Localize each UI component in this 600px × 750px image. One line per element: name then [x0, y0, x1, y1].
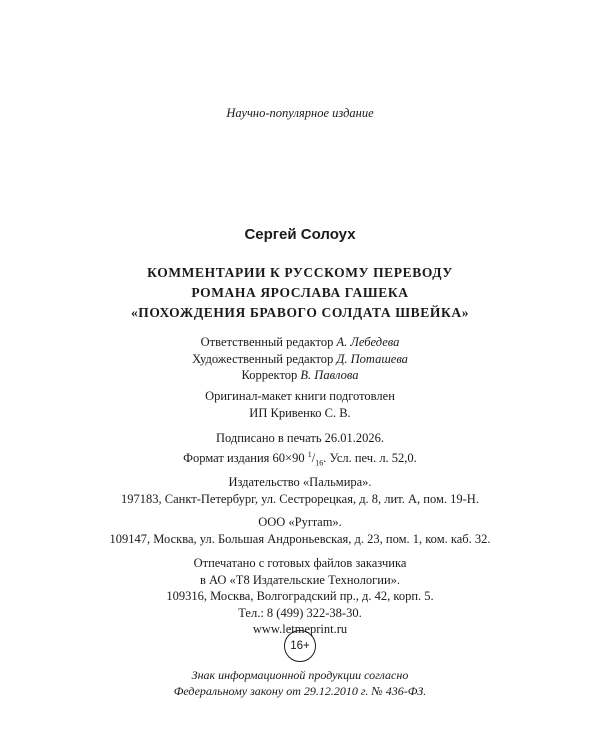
printer-line: 109316, Москва, Волгоградский пр., д. 42, корп. 5. [166, 589, 434, 603]
book-title [0, 263, 600, 323]
format-fraction-sep: / [311, 450, 316, 465]
publisher-block [0, 474, 600, 507]
title-line: РОМАНА ЯРОСЛАВА ГАШЕКА [191, 285, 409, 300]
editor-role: Ответственный редактор [200, 335, 334, 349]
layout-line: Оригинал-макет книги подготовлен [205, 389, 395, 403]
age-rating-wrap [0, 630, 600, 662]
print-signed-date: Подписано в печать 26.01.2026. [215, 431, 385, 445]
edition-type: Научно-популярное издание [226, 106, 374, 120]
editor-line [0, 334, 600, 351]
editor-line [0, 367, 600, 384]
editor-name: Д. Поташева [336, 351, 408, 366]
title-line: КОММЕНТАРИИ К РУССКОМУ ПЕРЕВОДУ [147, 265, 453, 280]
printer-line: в АО «Т8 Издательские Технологии». [199, 572, 401, 587]
format-fraction-num: 1 [307, 449, 312, 459]
layout-credit-block [0, 388, 600, 421]
note-line: Знак информационной продукции согласно [191, 668, 409, 682]
format-prefix: Формат издания 60×90 [183, 450, 305, 465]
editor-line [0, 351, 600, 368]
printer-line: Тел.: 8 (499) 322-38-30. [238, 605, 362, 620]
editor-role: Художественный редактор [192, 351, 334, 366]
author-name: Сергей Солоух [244, 226, 356, 243]
age-rating-note [0, 667, 600, 699]
company-block [0, 514, 600, 547]
publisher-line: 197183, Санкт-Петербург, ул. Сестрорецкая, д. 8, лит. А, пом. 19-Н. [121, 491, 479, 506]
editor-name: А. Лебедева [336, 335, 400, 349]
age-rating-badge: 16+ [284, 630, 316, 662]
editor-name: В. Павлова [300, 368, 359, 382]
editor-role: Корректор [241, 368, 298, 382]
title-line: «ПОХОЖДЕНИЯ БРАВОГО СОЛДАТА ШВЕЙКА» [130, 305, 470, 320]
company-line: 109147, Москва, ул. Большая Андроньевская, д. 23, пом. 1, ком. каб. 32. [109, 531, 491, 546]
format-fraction-den: 16 [315, 458, 324, 468]
company-line: ООО «Ругram». [258, 515, 342, 529]
printer-website[interactable]: www.letmeprint.ru [252, 622, 348, 636]
print-format [0, 447, 600, 472]
format-suffix: . Усл. печ. л. 52,0. [323, 450, 417, 465]
printer-block [0, 555, 600, 638]
print-info-block [0, 430, 600, 472]
editors-block [0, 334, 600, 384]
layout-line: ИП Кривенко С. В. [249, 405, 351, 420]
note-line: Федеральному закону от 29.12.2010 г. № 436-ФЗ. [173, 684, 427, 698]
publisher-line: Издательство «Пальмира». [228, 475, 372, 489]
printer-line: Отпечатано с готовых файлов заказчика [193, 556, 407, 570]
